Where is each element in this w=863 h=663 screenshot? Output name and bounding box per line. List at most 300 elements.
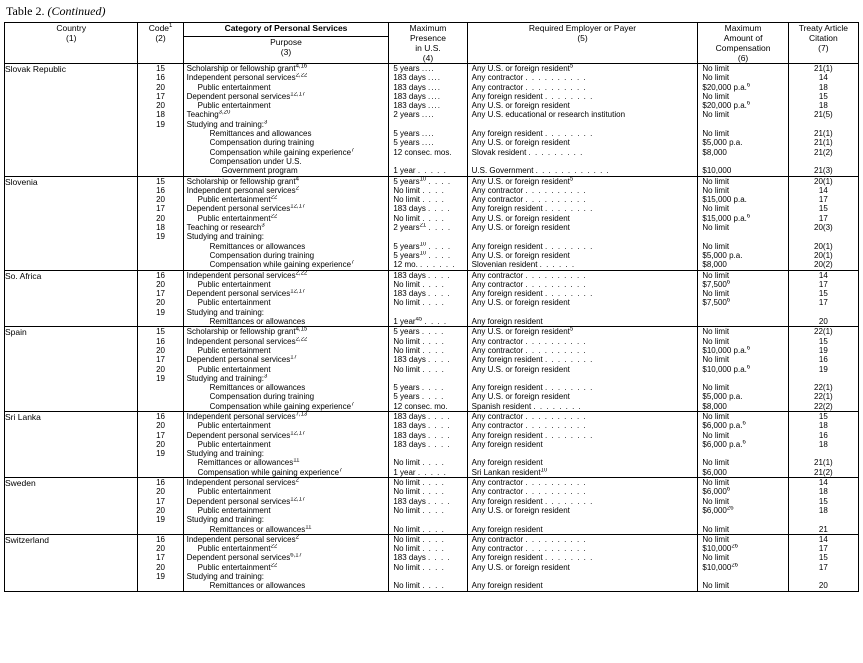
- code-value: 16: [156, 185, 165, 195]
- max-amount-value: $5,000 p.a.: [702, 138, 743, 148]
- required-employer-value: Any U.S. or foreign resident: [471, 223, 570, 233]
- footnote-ref: 12,17: [290, 430, 306, 436]
- code-value: 20: [156, 562, 165, 572]
- max-amount-cell: [698, 176, 788, 270]
- purpose-text: Public entertainment: [197, 421, 271, 431]
- required-employer-value: Any U.S. or foreign resident$^5$: [471, 176, 574, 186]
- purpose-text: Public entertainment: [197, 298, 271, 308]
- code-cell: [138, 64, 183, 177]
- required-employer-value: Any U.S. or foreign resident: [471, 138, 570, 148]
- max-presence-value: 1 year$^{45}$ . . . .: [393, 317, 448, 327]
- col-header-treaty-num: (7): [818, 43, 829, 53]
- required-employer-value: Any foreign resident: [471, 524, 543, 534]
- required-employer-cell: [467, 176, 698, 270]
- footnote-ref: 2,22: [295, 336, 308, 342]
- required-employer-value: [468, 449, 698, 458]
- max-presence-value: 5 years$^{10}$ . . . .: [393, 250, 452, 260]
- footnote-ref: 12,17: [290, 91, 306, 98]
- purpose-cell: [183, 64, 389, 177]
- treaty-citation-value: 17: [818, 195, 828, 205]
- max-amount-value: $7,500$^6$: [702, 298, 731, 308]
- treaty-citation-value: [789, 308, 858, 317]
- required-employer-cell: [467, 534, 698, 591]
- max-amount-value: $10,000$^{26}$: [702, 562, 739, 572]
- footnote-ref: 22: [270, 544, 278, 550]
- max-presence-value: No limit . . . .: [393, 524, 445, 534]
- max-amount-value: No limit: [702, 581, 730, 591]
- footnote-ref: 6: [746, 82, 751, 88]
- col-header-code-label: Code: [148, 23, 170, 33]
- purpose-text: Scholarship or fellowship grant$^{4,16}$: [186, 64, 308, 73]
- footnote-ref: 2,22: [295, 73, 308, 79]
- treaty-citation-value: [789, 572, 858, 581]
- purpose-text: Remittances or allowances: [209, 383, 306, 393]
- footnote-ref: 45: [415, 317, 423, 323]
- footnote-ref: 5: [569, 64, 574, 70]
- treaty-citation-value: 16: [818, 430, 828, 440]
- footnote-ref: 7: [351, 260, 355, 266]
- max-presence-value: 183 days . . . .: [393, 496, 451, 506]
- max-presence-value: 2 years$^{21}$ . . . .: [393, 223, 452, 233]
- code-value: 15: [156, 327, 165, 337]
- code-value: 20: [156, 544, 165, 554]
- code-value: 16: [156, 336, 165, 346]
- treaty-citation-value: 21(3): [814, 166, 833, 176]
- max-amount-value: No limit: [702, 534, 730, 544]
- treaty-citation-value: 22(1): [814, 392, 833, 402]
- max-presence-value: 183 days . . . .: [393, 204, 451, 214]
- col-header-code-num: (2): [155, 33, 166, 43]
- max-presence-value: No limit . . . .: [393, 458, 445, 468]
- col-header-max-presence-l1: Maximum: [409, 23, 447, 33]
- max-amount-value: No limit: [702, 336, 730, 346]
- max-presence-value: 183 days ....: [393, 91, 441, 101]
- max-presence-value: [389, 120, 466, 129]
- max-presence-value: No limit . . . .: [393, 298, 445, 308]
- max-amount-value: $5,000 p.a.: [702, 250, 743, 260]
- required-employer-value: Any contractor . . . . . . . . . .: [471, 336, 587, 346]
- code-value: 20: [156, 505, 165, 515]
- max-presence-value: 2 years ....: [393, 110, 435, 120]
- treaty-citation-value: [789, 374, 858, 383]
- required-employer-cell: [467, 327, 698, 412]
- max-amount-value: No limit: [702, 185, 730, 195]
- max-presence-value: [389, 515, 466, 524]
- max-presence-value: 5 years ....: [393, 138, 435, 148]
- treaty-citation-value: 18: [818, 421, 828, 431]
- required-employer-value: Slovenian resident . . . . . .: [471, 260, 576, 270]
- max-amount-value: No limit: [702, 327, 730, 337]
- footnote-ref: 4,15: [295, 327, 308, 333]
- treaty-citation-value: 21(1): [814, 64, 833, 73]
- country-cell: Sri Lanka: [5, 411, 138, 477]
- purpose-text: Teaching$^{3,20}$: [186, 110, 231, 120]
- purpose-text: Dependent personal services$^{12,17}$: [186, 430, 306, 440]
- purpose-text: Public entertainment: [197, 279, 271, 289]
- max-amount-value: $8,000: [702, 260, 727, 270]
- footnote-ref: 26: [726, 505, 734, 512]
- max-amount-value: No limit: [702, 64, 730, 73]
- max-presence-value: [389, 572, 466, 581]
- code-cell: [138, 411, 183, 477]
- treaty-citation-value: 14: [818, 73, 828, 83]
- treaty-citation-value: 21(5): [814, 110, 833, 120]
- required-employer-value: Any foreign resident: [471, 439, 543, 449]
- code-value: 19: [156, 119, 165, 129]
- code-value: [138, 242, 182, 251]
- code-value: 20: [156, 101, 165, 111]
- footnote-ref: 17: [290, 355, 297, 361]
- required-employer-value: Any U.S. or foreign resident: [471, 505, 570, 515]
- treaty-citation-cell: [788, 411, 858, 477]
- purpose-text: Remittances or allowances: [209, 241, 306, 251]
- max-presence-value: 183 days . . . .: [393, 355, 451, 365]
- purpose-cell: [183, 478, 389, 535]
- col-header-code-sup: 1: [169, 23, 173, 30]
- code-cell: [138, 270, 183, 327]
- code-value: [138, 251, 182, 260]
- required-employer-value: Any U.S. or foreign resident: [471, 562, 570, 572]
- purpose-text: Dependent personal services$^{17}$: [186, 355, 297, 365]
- required-employer-value: Any foreign resident . . . . . . . .: [471, 241, 594, 251]
- col-header-required-employer-label: Required Employer or Payer: [528, 23, 637, 33]
- treaty-citation-value: 18: [818, 505, 828, 515]
- footnote-ref: 10: [419, 176, 427, 182]
- code-cell: [138, 478, 183, 535]
- treaty-citation-value: 21: [818, 524, 828, 534]
- treaty-citation-value: [789, 157, 858, 166]
- code-value: [138, 166, 182, 175]
- code-value: 20: [156, 487, 165, 497]
- required-employer-value: Any foreign resident . . . . . . . .: [471, 355, 594, 365]
- treaty-citation-value: [789, 449, 858, 458]
- max-presence-cell: [389, 64, 467, 177]
- treaty-citation-value: 15: [818, 91, 828, 101]
- max-presence-cell: [389, 270, 467, 327]
- required-employer-value: Any foreign resident: [471, 317, 543, 327]
- max-amount-value: $10,000 p.a.$^6$: [702, 364, 751, 374]
- required-employer-value: Any foreign resident . . . . . . . .: [471, 91, 594, 101]
- required-employer-value: Any U.S. or foreign resident: [471, 101, 570, 111]
- required-employer-value: Any foreign resident . . . . . . . .: [471, 289, 594, 299]
- treaty-citation-value: 15: [818, 289, 828, 299]
- treaty-table: [4, 22, 859, 592]
- max-amount-value: $10,000 p.a.$^6$: [702, 345, 751, 355]
- table-row: [5, 478, 859, 535]
- required-employer-value: Sri Lankan resident$^{10}$: [471, 467, 548, 477]
- max-presence-value: 183 days . . . .: [393, 553, 451, 563]
- max-presence-value: 183 days ....: [393, 101, 441, 111]
- max-presence-value: No limit . . . .: [393, 478, 445, 488]
- footnote-ref: 10: [419, 250, 427, 257]
- treaty-citation-value: 15: [818, 336, 828, 346]
- purpose-text: Compensation while gaining experience$^7$: [209, 401, 355, 411]
- required-employer-value: Any foreign resident . . . . . . . .: [471, 430, 594, 440]
- required-employer-value: Any U.S. or foreign resident$^5$: [471, 327, 574, 337]
- max-presence-value: [389, 232, 466, 241]
- max-amount-value: No limit: [702, 289, 730, 299]
- code-value: 17: [156, 91, 165, 101]
- max-presence-value: 183 days . . . .: [393, 270, 451, 280]
- treaty-citation-value: 17: [818, 213, 828, 223]
- purpose-text: Public entertainment$^{22}$: [197, 562, 278, 572]
- max-presence-value: No limit . . . .: [393, 487, 445, 497]
- code-value: [138, 138, 182, 147]
- col-header-max-amount: [698, 23, 788, 64]
- treaty-citation-value: 15: [818, 553, 828, 563]
- table-caption: [6, 4, 861, 19]
- treaty-citation-value: 22(1): [814, 383, 833, 393]
- col-header-required-employer-num: (5): [577, 33, 588, 43]
- max-presence-value: No limit . . . .: [393, 562, 445, 572]
- footnote-ref: 10: [419, 241, 427, 247]
- required-employer-value: Any foreign resident . . . . . . . .: [471, 129, 594, 139]
- max-presence-value: 183 days . . . .: [393, 439, 451, 449]
- treaty-citation-value: 21(1): [814, 138, 833, 148]
- table-row: [5, 411, 859, 477]
- max-presence-value: [389, 157, 466, 166]
- purpose-text: Independent personal services$^2$: [186, 185, 299, 195]
- code-value: 19: [156, 373, 165, 383]
- max-amount-value: No limit: [702, 129, 730, 139]
- max-presence-value: 183 days ....: [393, 73, 441, 83]
- max-presence-cell: [389, 327, 467, 412]
- purpose-text: Public entertainment$^{22}$: [197, 195, 278, 205]
- required-employer-value: Any contractor . . . . . . . . . .: [471, 544, 587, 554]
- purpose-text: Independent personal services$^2$: [186, 478, 299, 488]
- treaty-citation-value: 20: [818, 317, 828, 327]
- code-value: 20: [156, 279, 165, 289]
- purpose-text: Studying and training:$^3$: [186, 373, 268, 383]
- footnote-ref: 22: [270, 562, 278, 569]
- purpose-text: Independent personal services$^{2,22}$: [186, 270, 308, 280]
- max-presence-value: 12 consec. mo.: [393, 401, 448, 411]
- max-amount-value: $15,000 p.a.: [702, 195, 747, 205]
- max-presence-value: 12 mo. . . . . . .: [393, 260, 456, 270]
- footnote-ref: 6,17: [290, 553, 302, 559]
- max-presence-value: No limit . . . .: [393, 364, 445, 374]
- max-amount-value: No limit: [702, 241, 730, 251]
- treaty-citation-value: 17: [818, 279, 828, 289]
- max-presence-value: No limit . . . .: [393, 279, 445, 289]
- purpose-text: Dependent personal services$^{12,17}$: [186, 91, 306, 101]
- table-row: [5, 270, 859, 327]
- table-row: [5, 327, 859, 412]
- code-value: 20: [156, 195, 165, 205]
- code-cell: [138, 327, 183, 412]
- required-employer-value: Any U.S. or foreign resident: [471, 364, 570, 374]
- max-presence-value: 5 years . . . .: [393, 392, 445, 402]
- code-value: 20: [156, 82, 165, 92]
- required-employer-value: Any foreign resident: [471, 581, 543, 591]
- footnote-ref: 22: [270, 195, 278, 201]
- treaty-citation-cell: [788, 327, 858, 412]
- code-value: [138, 525, 182, 534]
- max-presence-value: No limit . . . .: [393, 581, 445, 591]
- required-employer-value: [468, 120, 698, 129]
- code-value: 19: [156, 515, 165, 525]
- required-employer-cell: [467, 478, 698, 535]
- max-amount-value: [698, 317, 787, 326]
- code-value: 17: [156, 553, 165, 563]
- max-presence-value: No limit . . . .: [393, 213, 445, 223]
- max-amount-value: No limit: [702, 478, 730, 488]
- treaty-citation-value: 14: [818, 478, 828, 488]
- required-employer-value: Any contractor . . . . . . . . . .: [471, 534, 587, 544]
- treaty-citation-cell: [788, 64, 858, 177]
- required-employer-value: Slovak resident . . . . . . . . .: [471, 147, 584, 157]
- code-value: [138, 129, 182, 138]
- code-value: 20: [156, 439, 165, 449]
- purpose-text: Public entertainment: [197, 364, 271, 374]
- required-employer-value: Any contractor . . . . . . . . . .: [471, 478, 587, 488]
- required-employer-cell: [467, 64, 698, 177]
- code-cell: [138, 176, 183, 270]
- required-employer-value: Any contractor . . . . . . . . . .: [471, 411, 587, 421]
- treaty-citation-value: 15: [818, 204, 828, 214]
- purpose-text: Independent personal services$^2$: [186, 534, 299, 544]
- footnote-ref: 3,20: [218, 110, 231, 116]
- required-employer-value: Any foreign resident . . . . . . . .: [471, 496, 594, 506]
- treaty-citation-value: 21(2): [814, 467, 833, 477]
- code-value: [138, 148, 182, 157]
- footnote-ref: 11: [305, 524, 312, 530]
- max-amount-cell: [698, 478, 788, 535]
- max-presence-value: 183 days . . . .: [393, 430, 451, 440]
- required-employer-value: [468, 515, 698, 524]
- max-presence-value: [389, 374, 466, 383]
- purpose-text: Dependent personal services$^{12,17}$: [186, 289, 306, 299]
- max-amount-value: [698, 449, 787, 458]
- purpose-cell: [183, 176, 389, 270]
- table-row: [5, 64, 859, 177]
- max-amount-value: $20,000 p.a.$^6$: [702, 101, 751, 111]
- col-header-max-amount-l1: Maximum: [724, 23, 762, 33]
- footnote-ref: 26: [731, 544, 739, 550]
- col-header-max-presence: [389, 23, 467, 64]
- max-amount-value: [698, 157, 787, 166]
- treaty-citation-value: 22(2): [814, 401, 833, 411]
- max-amount-value: No limit: [702, 204, 730, 214]
- purpose-text: Compensation while gaining experience$^7$: [209, 147, 355, 157]
- required-employer-value: U.S. Government . . . . . . . . . . . .: [471, 166, 610, 176]
- country-cell: Slovak Republic: [5, 64, 138, 177]
- table-head: [5, 23, 859, 64]
- max-amount-value: No limit: [702, 270, 730, 280]
- max-amount-value: $20,000 p.a.$^6$: [702, 82, 751, 92]
- max-presence-value: No limit . . . .: [393, 185, 445, 195]
- required-employer-value: Any foreign resident . . . . . . . .: [471, 204, 594, 214]
- treaty-citation-value: 18: [818, 82, 828, 92]
- col-header-category-group: Category of Personal Services: [183, 23, 389, 37]
- footnote-ref: 7: [351, 401, 355, 408]
- code-value: 16: [156, 411, 165, 421]
- max-amount-value: No limit: [702, 383, 730, 393]
- treaty-citation-cell: [788, 176, 858, 270]
- code-value: 17: [156, 430, 165, 440]
- max-amount-value: [698, 308, 787, 317]
- purpose-text: Public entertainment: [197, 345, 271, 355]
- purpose-text: Dependent personal services$^{12,17}$: [186, 496, 306, 506]
- footnote-ref: 3: [261, 223, 265, 229]
- code-value: 19: [156, 572, 165, 582]
- code-value: [138, 317, 182, 326]
- required-employer-value: Any contractor . . . . . . . . . .: [471, 279, 587, 289]
- table-body: [5, 64, 859, 592]
- required-employer-value: Any contractor . . . . . . . . . .: [471, 345, 587, 355]
- max-amount-value: No limit: [702, 355, 730, 365]
- max-amount-cell: [698, 327, 788, 412]
- code-value: 15: [156, 64, 165, 73]
- purpose-text: Public entertainment: [197, 82, 271, 92]
- max-amount-value: No limit: [702, 458, 730, 468]
- max-presence-value: 1 year . . . . .: [393, 467, 447, 477]
- country-cell: Sweden: [5, 478, 138, 535]
- purpose-text: Public entertainment$^{22}$: [197, 213, 278, 223]
- treaty-citation-value: 16: [818, 355, 828, 365]
- purpose-text: Public entertainment: [197, 439, 271, 449]
- max-presence-value: No limit . . . .: [393, 195, 445, 205]
- code-value: 20: [156, 421, 165, 431]
- treaty-citation-value: [789, 232, 858, 241]
- footnote-ref: 6: [726, 487, 731, 493]
- treaty-citation-value: 14: [818, 270, 828, 280]
- footnote-ref: 3: [264, 119, 268, 126]
- max-amount-value: $6,000$^{26}$: [702, 505, 734, 515]
- code-value: 17: [156, 355, 165, 365]
- max-amount-value: No limit: [702, 91, 730, 101]
- max-amount-value: $6,000$^6$: [702, 487, 731, 497]
- country-cell: Switzerland: [5, 534, 138, 591]
- max-amount-value: No limit: [702, 524, 730, 534]
- required-employer-value: Any contractor . . . . . . . . . .: [471, 73, 587, 83]
- footnote-ref: 7: [351, 147, 355, 154]
- treaty-citation-value: 19: [818, 345, 828, 355]
- max-amount-value: [698, 120, 787, 129]
- code-value: 17: [156, 289, 165, 299]
- required-employer-value: [468, 157, 698, 166]
- footnote-ref: 6: [726, 298, 731, 304]
- footnote-ref: 2: [295, 478, 299, 484]
- required-employer-value: [468, 232, 698, 241]
- country-cell: Spain: [5, 327, 138, 412]
- treaty-citation-cell: [788, 534, 858, 591]
- footnote-ref: 2: [295, 534, 299, 541]
- footnote-ref: 26: [731, 562, 739, 569]
- max-presence-value: [389, 308, 466, 317]
- max-amount-value: $6,000 p.a.$^6$: [702, 421, 746, 431]
- footnote-ref: 6: [742, 421, 746, 427]
- max-amount-value: $10,000$^{26}$: [702, 544, 739, 554]
- purpose-text: Compensation while gaining experience$^7$: [197, 467, 343, 477]
- purpose-text: Independent personal services$^{2,22}$: [186, 73, 308, 83]
- code-value: 17: [156, 496, 165, 506]
- col-header-max-amount-num: (6): [737, 53, 749, 63]
- purpose-text: Studying and training:: [186, 515, 265, 525]
- max-amount-value: $6,000: [702, 467, 727, 477]
- max-presence-value: 183 days ....: [393, 82, 441, 92]
- purpose-text: Studying and training:: [186, 232, 265, 242]
- treaty-citation-value: 17: [818, 298, 828, 308]
- footnote-ref: 6: [726, 279, 731, 286]
- footnote-ref: 4,16: [295, 64, 308, 70]
- max-presence-value: No limit . . . .: [393, 345, 445, 355]
- max-presence-value: 5 years . . . .: [393, 327, 445, 337]
- purpose-text: Remittances or allowances$^{11}$: [197, 458, 300, 468]
- max-amount-value: $6,000 p.a.$^6$: [702, 439, 746, 449]
- treaty-citation-value: 18: [818, 101, 828, 111]
- purpose-text: Teaching or research$^3$: [186, 223, 265, 233]
